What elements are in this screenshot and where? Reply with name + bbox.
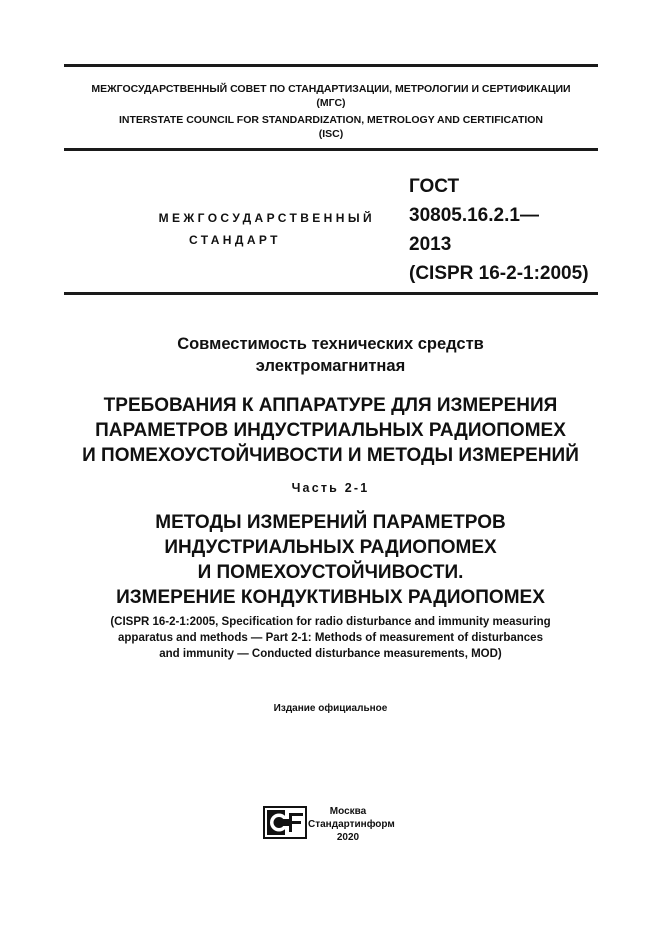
designation-rule (64, 292, 598, 295)
title-sub-line2: электромагнитная (255, 357, 406, 375)
part-label: Часть 2-1 (291, 481, 370, 495)
standard-type-line1: МЕЖГОСУДАРСТВЕННЫЙ (158, 211, 375, 225)
council-ru-line2: (МГС) (316, 97, 346, 109)
cispr-line2: apparatus and methods — Part 2-1: Methods of measurement of disturbances (118, 632, 543, 644)
publisher-city: Москва (329, 806, 367, 817)
publisher (308, 805, 395, 844)
title-main-line3: И ПОМЕХОУСТОЙЧИВОСТИ И МЕТОДЫ ИЗМЕРЕНИЙ (82, 445, 579, 466)
cispr-line1: (CISPR 16-2-1:2005, Specification for radio disturbance and immunity measuring (110, 616, 551, 628)
council-ru-line1: МЕЖГОСУДАРСТВЕННЫЙ СОВЕТ ПО СТАНДАРТИЗАЦИИ, МЕТРОЛОГИИ И СЕРТИФИКАЦИИ (91, 83, 571, 95)
standard-type-line2: СТАНДАРТ (189, 233, 281, 247)
part-title-line2: ИНДУСТРИАЛЬНЫХ РАДИОПОМЕХ (164, 537, 497, 558)
part-title-line4: ИЗМЕРЕНИЕ КОНДУКТИВНЫХ РАДИОПОМЕХ (116, 587, 545, 608)
part-title-line1: МЕТОДЫ ИЗМЕРЕНИЙ ПАРАМЕТРОВ (155, 512, 506, 533)
standartinform-logo-icon (263, 806, 307, 839)
edition-label: Издание официальное (273, 703, 388, 714)
designation-number: 30805.16.2.1— (409, 205, 539, 226)
title-sub-line1: Совместимость технических средств (177, 335, 484, 353)
publisher-name: Стандартинформ (308, 819, 395, 830)
standard-type (105, 207, 375, 251)
part-title-line3: И ПОМЕХОУСТОЙЧИВОСТИ. (197, 562, 464, 583)
designation-cispr: (CISPR 16-2-1:2005) (409, 263, 589, 284)
header-rule (64, 148, 598, 151)
publisher-year: 2020 (336, 832, 360, 843)
council-en-line1: INTERSTATE COUNCIL FOR STANDARDIZATION, METROLOGY AND CERTIFICATION (118, 114, 544, 126)
designation (409, 172, 609, 288)
cispr-line3: and immunity — Conducted disturbance measurements, MOD) (159, 648, 502, 660)
top-rule (64, 64, 598, 67)
title-main-line2: ПАРАМЕТРОВ ИНДУСТРИАЛЬНЫХ РАДИОПОМЕХ (95, 420, 566, 441)
designation-gost: ГОСТ (409, 176, 460, 197)
designation-year: 2013 (409, 234, 452, 255)
council-en-line2: (ISC) (318, 128, 344, 140)
title-main-line1: ТРЕБОВАНИЯ К АППАРАТУРЕ ДЛЯ ИЗМЕРЕНИЯ (103, 395, 558, 416)
